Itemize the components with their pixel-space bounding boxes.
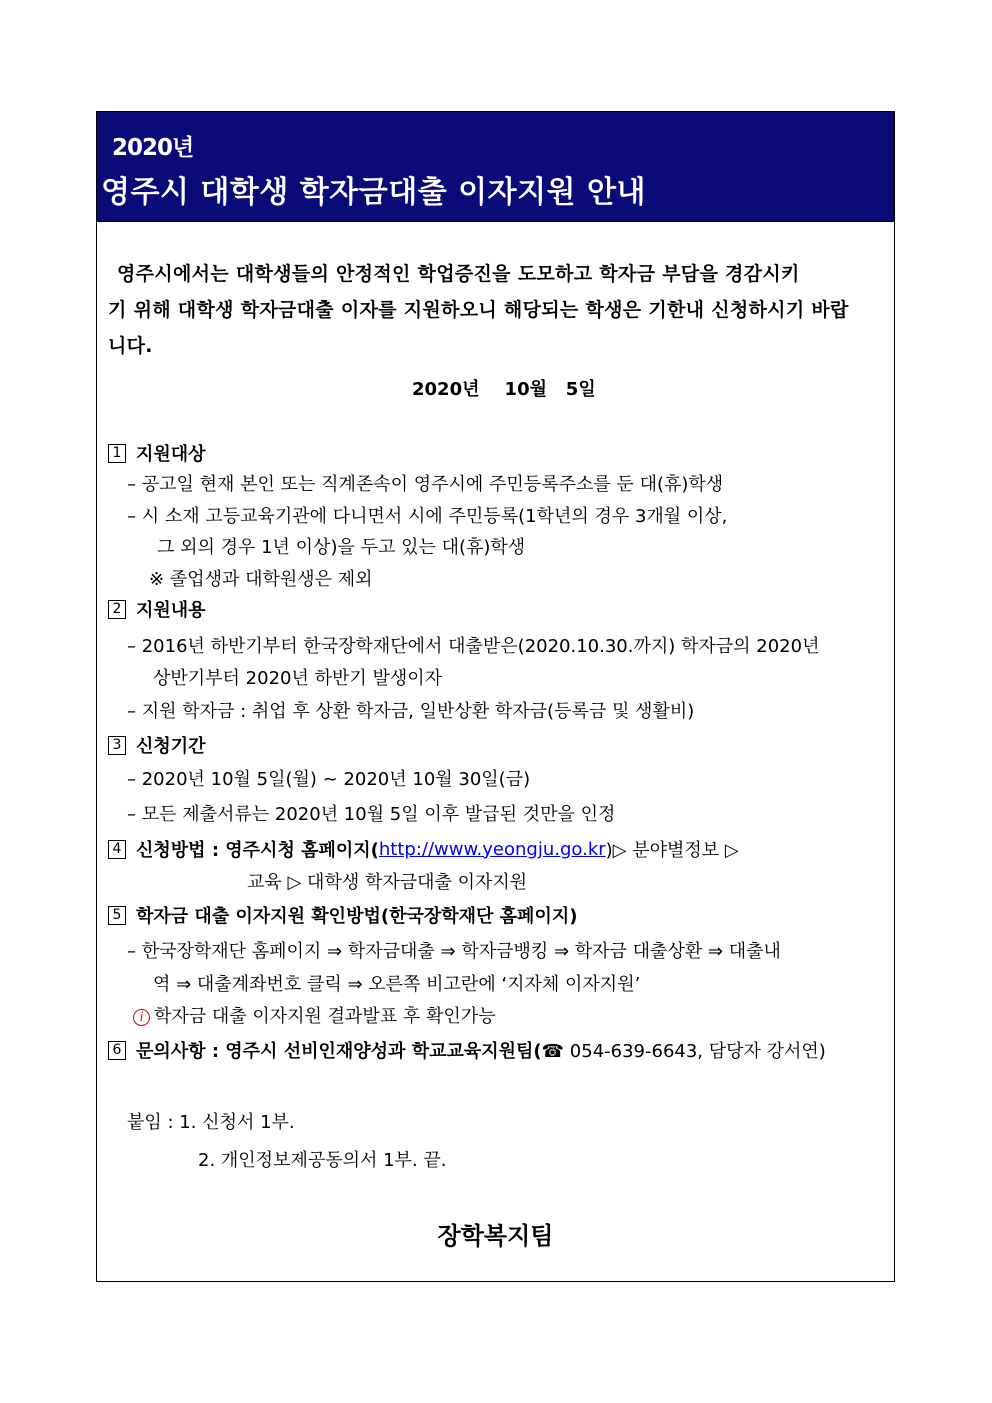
section-4-number: 4 [108,840,126,859]
homepage-link[interactable]: http://www.yeongju.go.kr [378,838,606,860]
section-6-contact: ☎ 054-639-6643, 담당자 강서연) [541,1041,826,1062]
header-year: 2020년 [112,135,194,161]
section-5-heading [108,902,577,928]
section-2-title: 지원내용 [136,600,206,621]
section-5-note-text: 학자금 대출 이자지원 결과발표 후 확인가능 [154,1006,496,1027]
section-3-line-1: – 2020년 10월 5일(월) ∼ 2020년 10월 30일(금) [127,769,531,790]
info-icon: i [133,1009,150,1026]
section-5-line-1: – 한국장학재단 홈페이지 ⇒ 학자금대출 ⇒ 학자금뱅킹 ⇒ 학자금 대출상환 ⇒ 대출내 [127,941,781,962]
notice-frame [96,111,895,1282]
section-3-title: 신청기간 [136,736,206,757]
section-4-line-2: 교육 ▷ 대학생 학자금대출 이자지원 [247,872,528,893]
attachment-2: 2. 개인정보제공동의서 1부. 끝. [198,1150,447,1171]
notice-title: 영주시 대학생 학자금대출 이자지원 안내 [101,175,646,210]
section-3-line-2: – 모든 제출서류는 2020년 10월 5일 이후 발급된 것만을 인정 [127,804,616,825]
section-1-line-1: – 공고일 현재 본인 또는 직계존속이 영주시에 주민등록주소를 둔 대(휴)학생 [127,474,724,495]
section-4-heading [108,836,739,862]
intro-line-3: 니다. [108,335,153,357]
intro-line-2: 기 위해 대학생 학자금대출 이자를 지원하오니 해당되는 학생은 기한내 신청하시기 바랍 [108,299,849,321]
section-1-title: 지원대상 [136,444,206,465]
issuer-signature: 장학복지팀 [437,1222,554,1250]
section-6-heading [108,1037,826,1063]
section-5-line-2: 역 ⇒ 대출계좌번호 클릭 ⇒ 오른쪽 비고란에 ‘지자체 이자지원’ [153,974,641,995]
section-1-line-3: 그 외의 경우 1년 이상)을 두고 있는 대(휴)학생 [157,537,526,558]
notice-date: 2020년 10월 5일 [412,379,596,400]
section-4-path: )▷ 분야별정보 ▷ [605,840,739,861]
notice-header [97,112,894,221]
section-6-number: 6 [108,1041,126,1060]
section-5-number: 5 [108,906,126,925]
section-2-heading [108,596,206,622]
intro-line-1: 영주시에서는 대학생들의 안정적인 학업증진을 도모하고 학자금 부담을 경감시키 [117,263,800,285]
section-2-line-1: – 2016년 하반기부터 한국장학재단에서 대출받은(2020.10.30.까지) 학자금의 2020년 [127,636,820,657]
section-2-line-3: – 지원 학자금 : 취업 후 상환 학자금, 일반상환 학자금(등록금 및 생활비) [127,701,695,722]
section-2-line-2: 상반기부터 2020년 하반기 발생이자 [153,668,443,689]
section-3-number: 3 [108,736,126,755]
section-1-note: ※ 졸업생과 대학원생은 제외 [149,569,373,590]
section-4-title: 신청방법 : 영주시청 홈페이지( [136,840,379,861]
section-6-title: 문의사항 : 영주시 선비인재양성과 학교교육지원팀( [136,1041,542,1062]
section-5-title: 학자금 대출 이자지원 확인방법(한국장학재단 홈페이지) [136,906,578,927]
section-3-heading [108,732,206,758]
section-1-number: 1 [108,444,126,463]
section-1-line-2: – 시 소재 고등교육기관에 다니면서 시에 주민등록(1학년의 경우 3개월 이상, [127,506,728,527]
header-divider [97,221,894,222]
attachment-1: 붙임 : 1. 신청서 1부. [127,1112,295,1133]
section-5-note [133,1002,496,1028]
section-1-heading [108,440,206,466]
section-2-number: 2 [108,600,126,619]
